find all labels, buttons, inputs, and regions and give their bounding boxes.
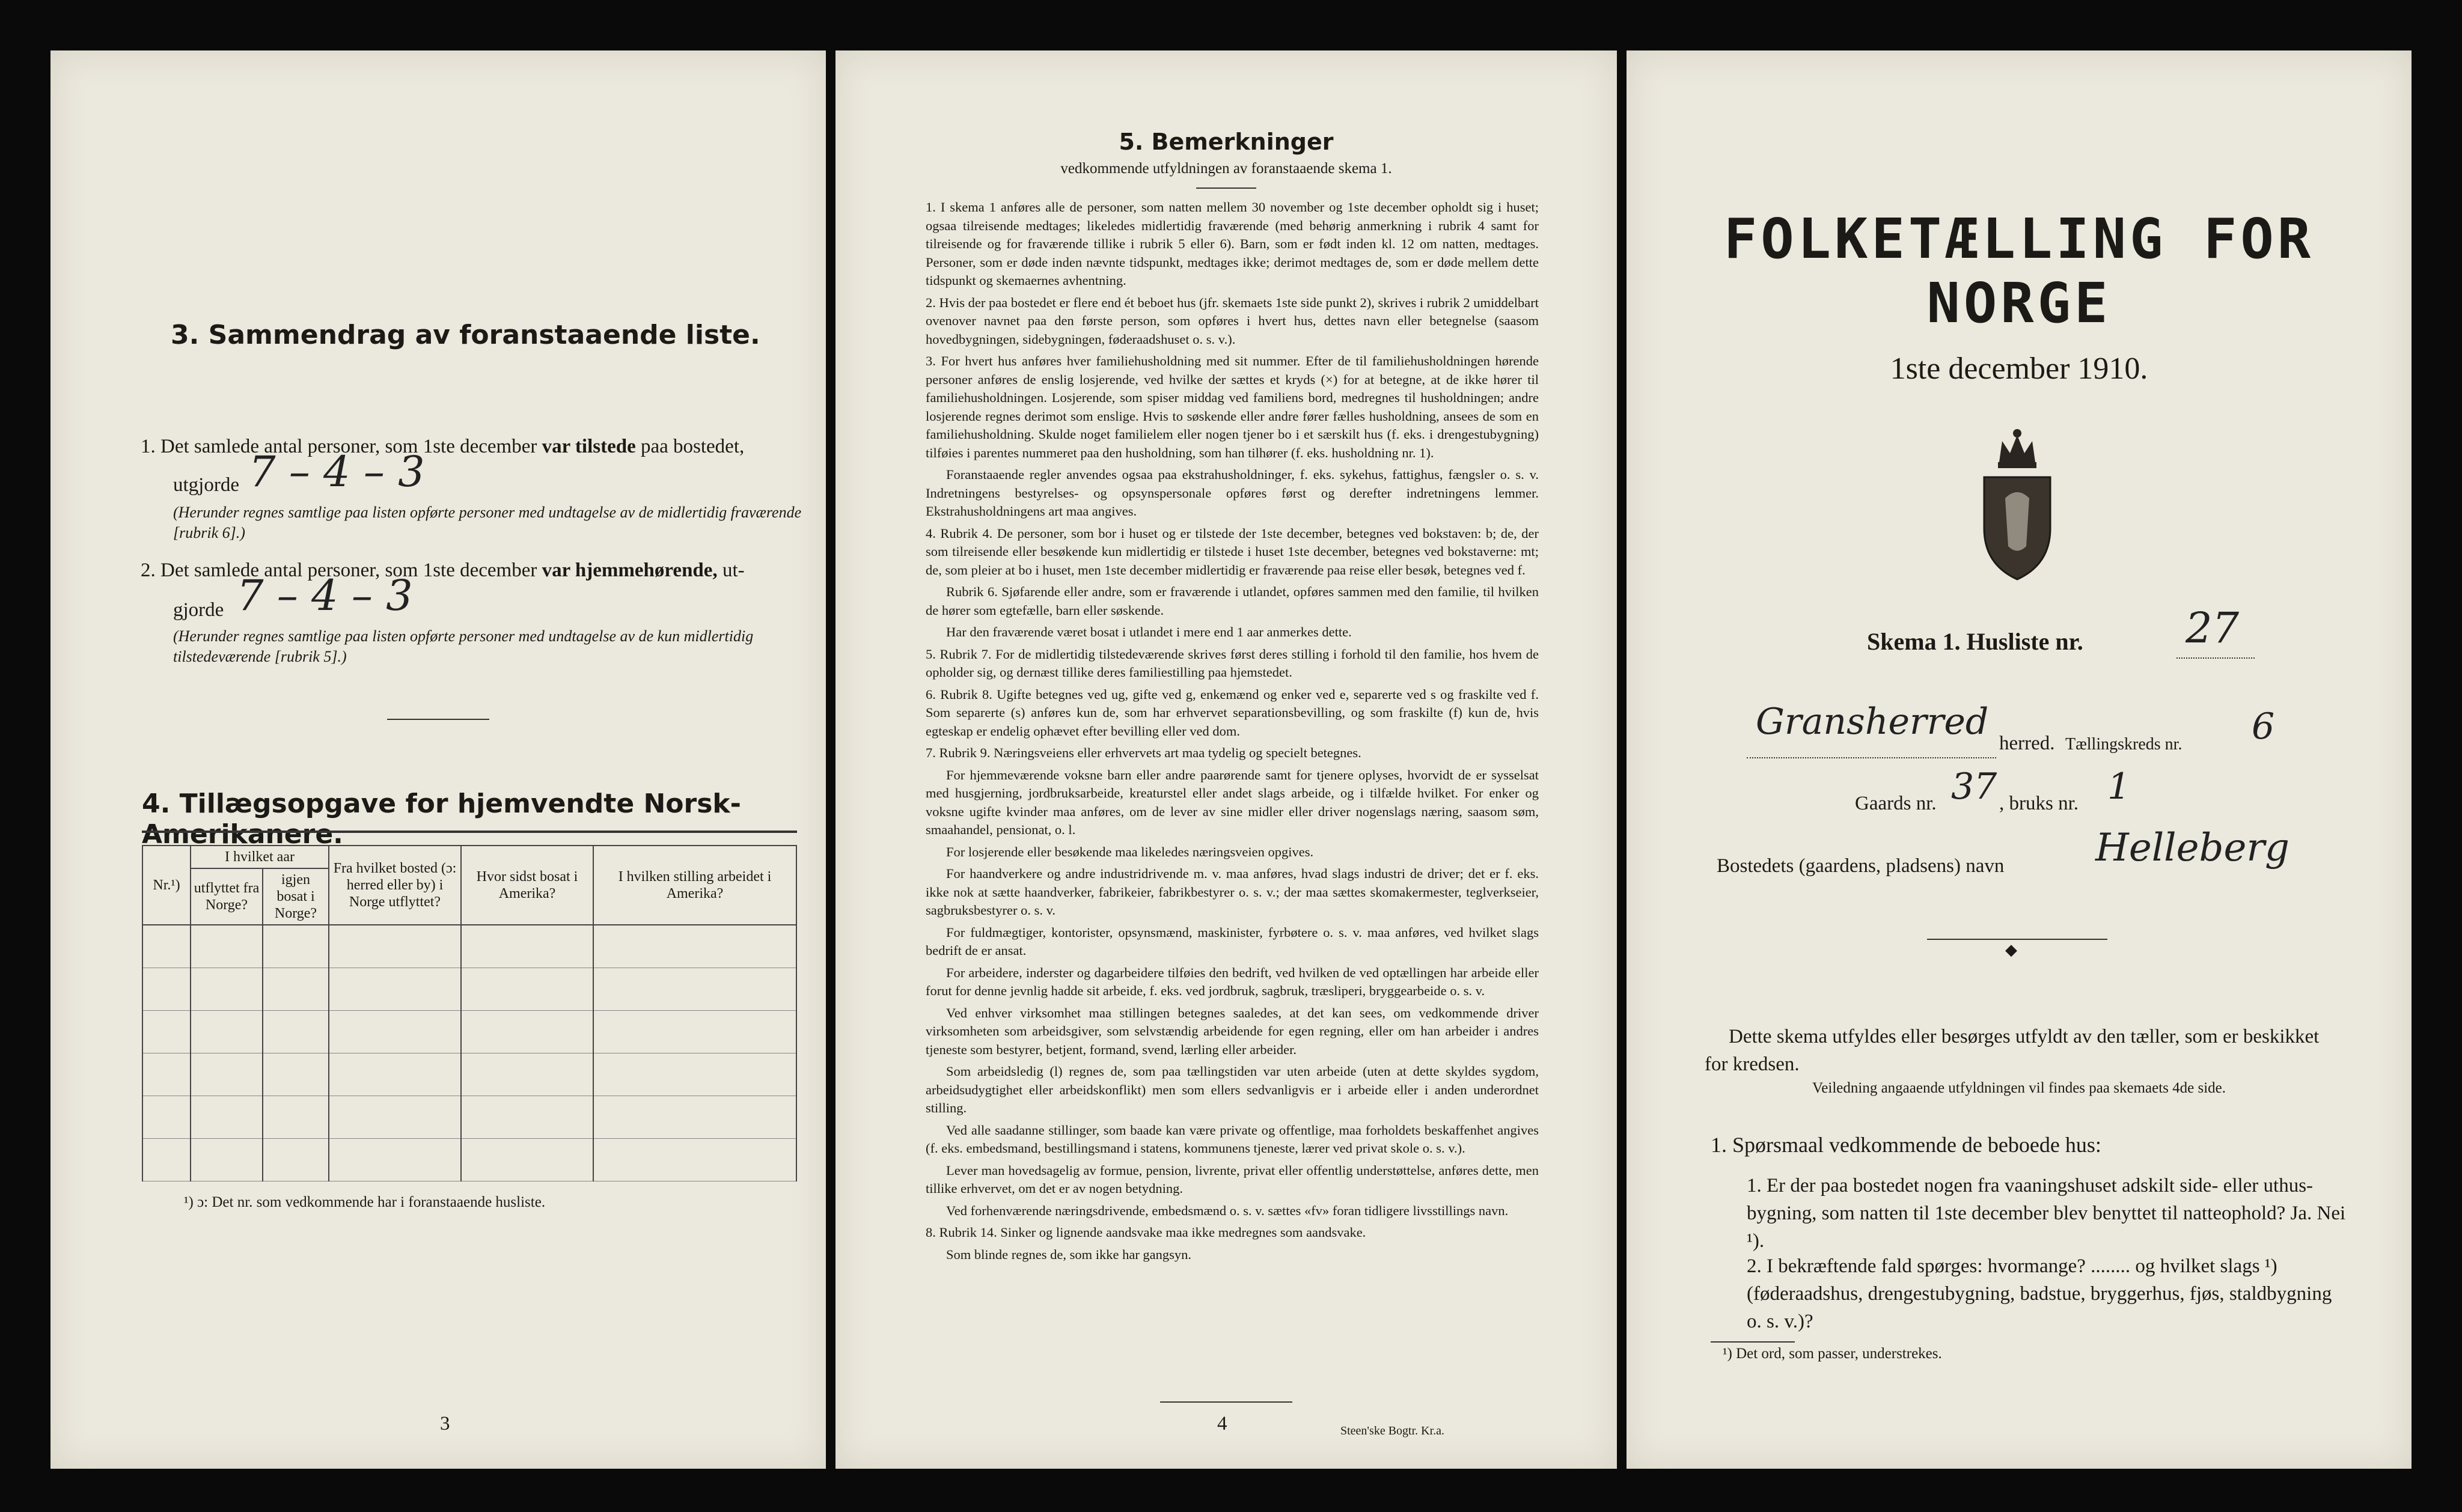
census-date: 1ste december 1910. (1890, 352, 2148, 386)
norwegian-american-table (142, 845, 797, 1181)
fill-line (1747, 757, 1996, 758)
remark-paragraph: Rubrik 6. Sjøfarende eller andre, som er fraværende i utlandet, opføres sammen med den familie, til hvilken de hører som egtefælle, barn eller søskende. (926, 584, 1539, 618)
table-footnote: ¹) ɔ: Det nr. som vedkommende har i foranstaaende husliste. (184, 1194, 546, 1210)
remarks-title: 5. Bemerkninger (1119, 129, 1334, 155)
page-number: 4 (1217, 1413, 1227, 1434)
question-1: 1. Er der paa bostedet nogen fra vaaningshuset adskilt side- eller uthus-bygning, som natten til 1ste december blev benyttet til natteophold? Ja. Nei ¹). (1747, 1175, 2346, 1252)
remark-paragraph: Som blinde regnes de, som ikke har gangsyn. (946, 1246, 1192, 1262)
divider (1196, 187, 1256, 189)
col-emigrated: utflyttet fra Norge? (191, 868, 263, 925)
summary-item-2-note: (Herunder regnes samtlige paa listen opførte personer med undtagelse av de kun midlertidig tilstedeværende [rubrik 5].) (173, 627, 754, 665)
holding-number-label: , bruks nr. (1999, 793, 2079, 814)
table-row (142, 925, 796, 968)
remarks-body (926, 198, 1539, 1267)
printer-name: Steen'ske Bogtr. Kr.a. (1340, 1424, 1445, 1437)
col-where: Hvor sidst bosat i Amerika? (461, 846, 593, 925)
remark-paragraph: 5. Rubrik 7. For de midlertidig tilstedeværende skrives først deres stilling i forhold til den familie, hos hvem de opholder sig, og dernæst tillike deres familiestilling paa hjemstedet. (926, 646, 1539, 680)
page-number: 3 (440, 1413, 450, 1434)
remark-paragraph: 7. Rubrik 9. Næringsveiens eller erhvervets art maa tydelig og specielt betegnes. (926, 745, 1361, 760)
resident-count-value: 7 – 4 – 3 (237, 571, 413, 620)
utgjorde-label: utgjorde (173, 474, 239, 496)
remark-paragraph: Ved alle saadanne stillinger, som baade kan være private og offentlige, maa forholdets beskaffenhet angives (f. eks. embedsmand, bestillingsmand i statens, kommunens tjeneste, lærer ved privat skole o. s. v.). (926, 1122, 1539, 1156)
table-row (142, 1096, 796, 1139)
middle-page (835, 50, 1617, 1469)
remark-paragraph: Lever man hovedsagelig av formue, pension, livrente, privat eller offentlig understøttelse, anføres dette, men tillike erhvervet, om det er av nogen betydning. (926, 1162, 1539, 1196)
remark-paragraph: 4. Rubrik 4. De personer, som bor i huset og er tilstede der 1ste december, betegnes ved bokstaven: b; de, der som tilreisende eller besøkende kun midlertidig er tilstede i huset 1ste december, betegnes ved bokstaverne: mt; de, som pleier at bo i huset, men 1ste december midlertidig er fraværende paa reise eller besøk, betegnes ved f. (926, 525, 1539, 578)
col-from: Fra hvilket bosted (ɔ: herred eller by) i Norge utflyttet? (329, 846, 461, 925)
question-2: 2. I bekræftende fald spørges: hvormange? ........ og hvilket slags ¹) (føderaadshus, drengestubygning, badstue, bryggerhus, fjøs, staldbygning o. s. v.)? (1747, 1255, 2332, 1332)
census-title: FOLKETÆLLING FOR NORGE (1723, 207, 2315, 335)
remark-paragraph: 1. I skema 1 anføres alle de personer, som natten mellem 30 november og 1ste december opholdt sig i huset; ogsaa tilreisende medtages; likeledes midlertidig fraværende (med behørig anmerkning i rubrik 4 samt for tilreisende og for fraværende tillike i rubrik 5 eller 6). Barn, som er født inden kl. 12 om natten, medtages. Personer, som er døde inden nævnte tidspunkt, medtages ikke; derimot medtages de, som er døde mellem dette tidspunkt og skemaernes avhentning. (926, 200, 1539, 288)
remark-paragraph: Ved forhenværende næringsdrivende, embedsmænd o. s. v. sættes «fv» foran tidligere livsstillings navn. (946, 1203, 1509, 1218)
herred-value: Gransherred (1756, 701, 1989, 743)
table-row (142, 1053, 796, 1096)
divider (387, 719, 489, 720)
remark-paragraph: For arbeidere, inderster og dagarbeidere tilføies den bedrift, ved hvilken de ved optællingen har arbeide eller forut for denne jevnlig hadde sit arbeide, f. eks. ved jordbruk, sagbruk, træsliperi, bryggearbeide o. s. v. (926, 965, 1539, 998)
skema-label: Skema 1. Husliste nr. (1867, 628, 2083, 655)
remark-paragraph: 8. Rubrik 14. Sinker og lignende aandsvake maa ikke medregnes som aandsvake. (926, 1225, 1366, 1240)
holding-number-value: 1 (2107, 766, 2131, 808)
col-year: I hvilket aar (191, 846, 329, 868)
household-list-number: 27 (2186, 603, 2240, 653)
instruction-text: Dette skema utfyldes eller besørges utfyldt av den tæller, som er beskikket for kredsen. (1705, 1026, 2320, 1075)
divider (1160, 1401, 1292, 1403)
farm-number-label: Gaards nr. (1855, 793, 1937, 814)
remark-paragraph: For losjerende eller besøkende maa likeledes næringsveien opgives. (946, 844, 1314, 859)
district-label: Tællingskreds nr. (2065, 735, 2183, 754)
present-count-value: 7 – 4 – 3 (249, 447, 425, 496)
table-row (142, 1011, 796, 1053)
gjorde-label: gjorde (173, 599, 224, 621)
coat-of-arms-icon (1975, 426, 2059, 582)
remark-paragraph: Som arbeidsledig (l) regnes de, som paa tællingstiden var uten arbeide (uten at dette skyldes sygdom, arbeidsudygtighet eller arbeidskonflikt) men som ellers sedvanligvis er i arbeide eller i anden underordnet stilling. (926, 1064, 1539, 1115)
fill-line (2176, 657, 2255, 659)
col-returned: igjen bosat i Norge? (263, 868, 329, 925)
summary-item-1-note: (Herunder regnes samtlige paa listen opførte personer med undtagelse av de midlertidig fraværende [rubrik 6].) (173, 504, 802, 541)
left-page (50, 50, 826, 1469)
remark-paragraph: 6. Rubrik 8. Ugifte betegnes ved ug, gifte ved g, enkemænd og enker ved e, separerte ved s og fraskilte ved f. Som separerte (s) anføres kun de, som har erhvervet separationsbevilling, og som fraskilte (f) kun de, hvis egteskap er endelig ophævet efter bevilling eller ved dom. (926, 686, 1539, 739)
divider (1927, 939, 2107, 940)
questions-heading: 1. Spørsmaal vedkommende de beboede hus: (1711, 1133, 2101, 1157)
guidance-text: Veiledning angaaende utfyldningen vil findes paa skemaets 4de side. (1812, 1080, 2226, 1096)
district-number: 6 (2252, 706, 2275, 748)
summary-item-1: 1. Det samlede antal personer, som 1ste december var tilstede paa bostedet, (141, 436, 745, 457)
remarks-subtitle: vedkommende utfyldningen av foranstaaende skema 1. (1060, 160, 1392, 177)
remark-paragraph: Ved enhver virksomhet maa stillingen betegnes saaledes, at det kan sees, om vedkommende driver virksomheten som arbeidsgiver, som selvstændig arbeidende for egen regning, eller om han arbeider i andres tjeneste som bestyrer, betjent, formand, svend, lærling eller arbeider. (926, 1005, 1539, 1057)
divider (1711, 1341, 1795, 1343)
residence-name-label: Bostedets (gaardens, pladsens) navn (1717, 855, 2005, 877)
summary-item-2: 2. Det samlede antal personer, som 1ste december var hjemmehørende, ut- (141, 559, 745, 581)
section-4-rule (142, 831, 797, 833)
footnote: ¹) Det ord, som passer, understrekes. (1723, 1346, 1942, 1362)
remark-paragraph: 3. For hvert hus anføres hver familiehusholdning med sit nummer. Efter de til familiehusholdningen hørende personer anføres de enslig losjerende, ved hvilke der sættes et kryds (×) for at betegne, at de ikke hører til familiehusholdningen. Losjerende, som spiser middag ved familiens bord, medregnes til husholdningen; andre losjerende regnes derimot som enslige. Hvis to søskende eller andre fører fælles husholdning, ansees de som en familiehusholdning. Skulde noget familielem eller nogen tjener bo i et særskilt hus (f. eks. i drengestubygning) tilføies i parentes nummeret paa den husholdning, som han tilhører (f. eks. husholdning nr. 1). (926, 353, 1539, 460)
residence-name-value: Helleberg (2095, 826, 2289, 870)
ornament-icon: ◆ (2005, 941, 2017, 959)
col-position: I hvilken stilling arbeidet i Amerika? (593, 846, 796, 925)
section-3-title: 3. Sammendrag av foranstaaende liste. (171, 320, 760, 350)
remark-paragraph: Foranstaaende regler anvendes ogsaa paa ekstrahusholdninger, f. eks. sykehus, fattighus, fængsler o. s. v. Indretningens bestyrelses- og opsynspersonale opføres først og derefter indretningens lemmer. Ekstrahusholdningens art maa angives. (926, 467, 1539, 519)
col-nr: Nr.¹) (142, 846, 191, 925)
table-row (142, 968, 796, 1011)
farm-number-value: 37 (1951, 766, 1997, 808)
right-page (1627, 50, 2412, 1469)
table-row (142, 1139, 796, 1181)
remark-paragraph: Har den fraværende været bosat i utlandet i mere end 1 aar anmerkes dette. (946, 624, 1352, 639)
herred-label: herred. (1999, 733, 2055, 754)
remark-paragraph: For hjemmeværende voksne barn eller andre paarørende samt for tjenere oplyses, hvorvidt de er sysselsat med husgjerning, jordbruksarbeide, kreaturstel eller andet slags arbeide, og i tilfælde hvilket. For enker og voksne ugifte kvinder maa anføres, om de lever av sine midler eller driver nogenslags næring, saasom søm, smaahandel, pensionat, o. l. (926, 767, 1539, 837)
remark-paragraph: For fuldmægtiger, kontorister, opsynsmænd, maskinister, fyrbøtere o. s. v. maa anføres, ved hvilket slags bedrift de er ansat. (926, 924, 1539, 958)
remark-paragraph: For haandverkere og andre industridrivende m. v. maa anføres, hvad slags industri de driver; det er f. eks. ikke nok at sætte haandverker, fabrikeier, fabrikbestyrer o. s. v.; der maa sættes skomakermester, teglverkseier, sagbruksbestyrer o. s. v. (926, 866, 1539, 918)
remark-paragraph: 2. Hvis der paa bostedet er flere end ét beboet hus (jfr. skemaets 1ste side punkt 2), skrives i rubrik 2 umiddelbart ovenover navnet paa den første person, som opføres i hvert hus, dettes navn eller betegnelse (saasom hovedbygningen, sidebygningen, føderaadshuset o. s. v.). (926, 294, 1539, 347)
section-4-title: 4. Tillægsopgave for hjemvendte Norsk-Amerikanere. (142, 788, 741, 850)
